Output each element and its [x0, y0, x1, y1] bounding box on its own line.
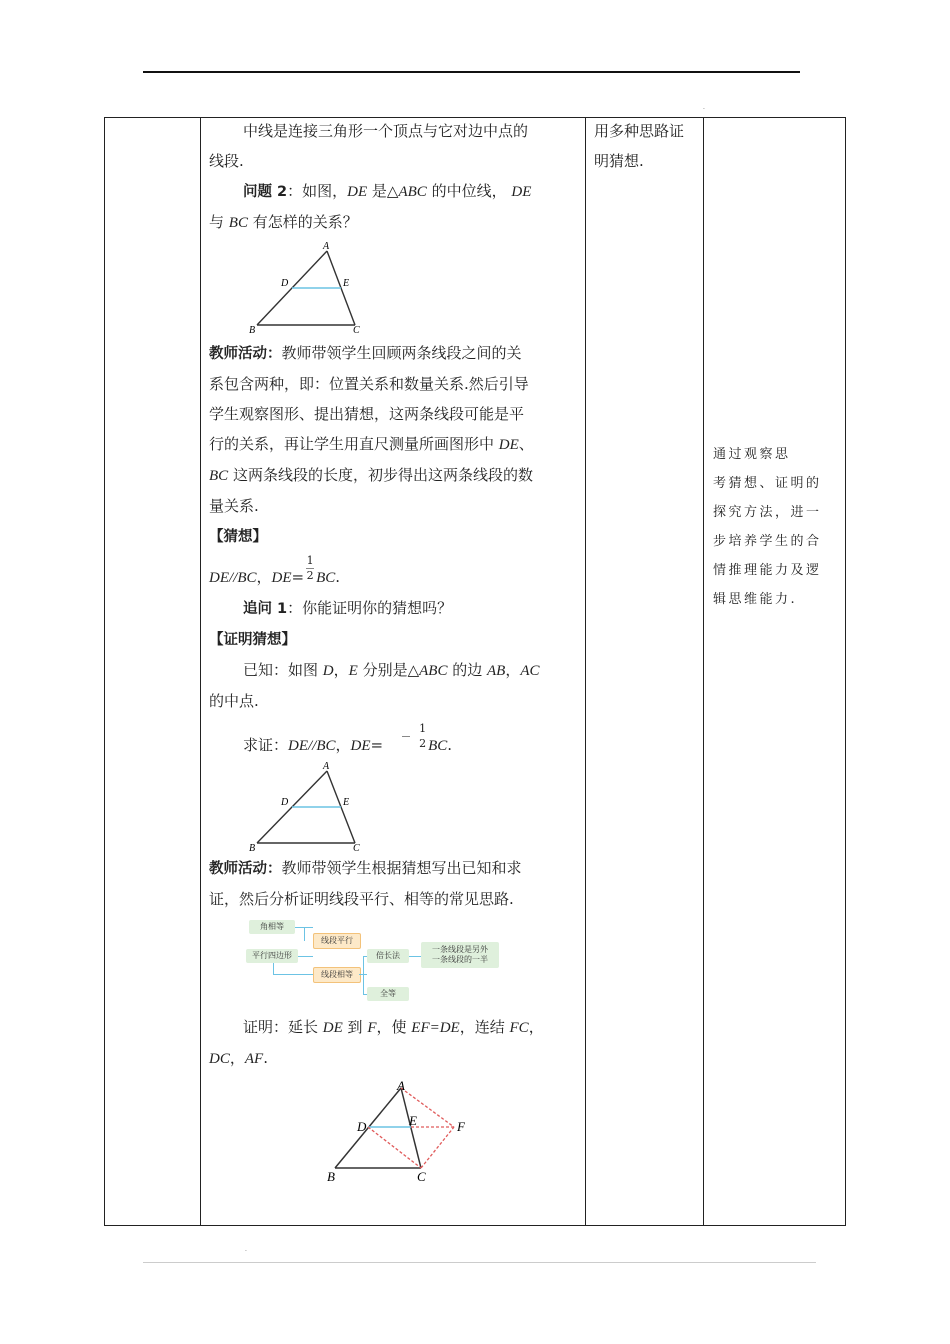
purpose-line: 通过观察思 [713, 447, 791, 462]
flow-node: 角相等 [249, 920, 295, 934]
col-divider [703, 118, 704, 1225]
section-head-guess: 【猜想】 [209, 529, 267, 545]
paragraph: BC 这两条线段的长度，初步得出这两条线段的数 [209, 466, 533, 484]
mark-dot: . [245, 1246, 247, 1253]
paragraph: 中线是连接三角形一个顶点与它对边中点的 [243, 122, 529, 140]
section-head-proof: 【证明猜想】 [209, 632, 296, 648]
paragraph: 的中点. [209, 692, 259, 710]
fraction: $\frac{1}{2}$ [385, 723, 426, 750]
proof-step: 证明：延长 DE 到 F，使 EF=DE，连结 FC， [243, 1018, 544, 1036]
purpose-line: 辑思维能力. [713, 592, 798, 607]
vertex-label: C [353, 843, 360, 853]
footer-rule [143, 1262, 816, 1263]
triangle-figure-1 [239, 238, 399, 338]
flow-node: 倍长法 [367, 949, 409, 963]
paragraph: 量关系. [209, 497, 259, 515]
teacher-activity-1: 教师活动：教师带领学生回顾两条线段之间的关 [209, 344, 522, 362]
question-2: 问题 2：如图，DE 是△ABC 的中位线， DE [243, 182, 532, 200]
fraction: $\frac{1}{2}$ [306, 553, 314, 582]
proof-figure [319, 1080, 519, 1184]
purpose-line: 考猜想、证明的 [713, 476, 822, 491]
given: 已知：如图 D，E 分别是△ABC 的边 AB，AC [243, 661, 540, 679]
flow-node: 线段平行 [313, 933, 361, 949]
col-divider [585, 118, 586, 1225]
to-prove: 求证：DE//BC，DE= $\frac{1}{2}$ BC. [243, 721, 453, 754]
vertex-label: B [249, 843, 256, 853]
vertex-label: E [343, 797, 350, 808]
paragraph: 系包含两种，即：位置关系和数量关系.然后引导 [209, 375, 529, 393]
paragraph: DC，AF. [209, 1049, 268, 1067]
vertex-label: A [397, 1080, 405, 1093]
paragraph: 学生观察图形、提出猜想，这两条线段可能是平 [209, 405, 525, 423]
vertex-label: A [323, 241, 330, 252]
triangle-figure-2 [239, 761, 399, 853]
flow-node: 全等 [367, 987, 409, 1001]
question-2-line2: 与 BC 有怎样的关系？ [209, 213, 358, 231]
content-cell [209, 118, 579, 1184]
vertex-label: B [249, 325, 256, 336]
paragraph: 证，然后分析证明线段平行、相等的常见思路. [209, 890, 514, 908]
vertex-label: D [281, 278, 289, 289]
paragraph: 明猜想. [594, 152, 644, 170]
purpose-cell [713, 440, 845, 614]
vertex-label: C [353, 325, 360, 336]
col-divider [200, 118, 201, 1225]
paragraph: 行的关系，再让学生用直尺测量所画图形中 DE、 [209, 435, 534, 453]
design-intent-cell [594, 118, 702, 176]
guess-formula: DE//BC，DE= $\frac{1}{2}$ BC. [209, 553, 341, 586]
vertex-label: A [323, 761, 330, 772]
follow-up-1: 追问 1：你能证明你的猜想吗？ [243, 599, 453, 617]
lesson-table [104, 117, 846, 1226]
paragraph: 用多种思路证 [594, 122, 685, 140]
vertex-label: E [409, 1113, 417, 1128]
mark-dot: . [703, 104, 705, 111]
vertex-label: D [357, 1119, 367, 1134]
vertex-label: C [417, 1169, 426, 1184]
proof-strategy-diagram [209, 918, 579, 1008]
paragraph: 线段. [209, 152, 244, 170]
purpose-line: 情推理能力及逻 [713, 563, 822, 578]
header-rule [143, 71, 800, 73]
teacher-activity-2: 教师活动：教师带领学生根据猜想写出已知和求 [209, 859, 522, 877]
vertex-label: F [457, 1119, 465, 1134]
vertex-label: E [343, 278, 350, 289]
vertex-label: D [281, 797, 289, 808]
vertex-label: B [327, 1169, 335, 1184]
flow-node: 线段相等 [313, 967, 361, 983]
purpose-line: 探究方法，进一 [713, 505, 822, 520]
flow-node: 平行四边形 [246, 949, 298, 963]
flow-node: 一条线段是另外 一条线段的一半 [421, 942, 499, 968]
purpose-line: 步培养学生的合 [713, 534, 822, 549]
